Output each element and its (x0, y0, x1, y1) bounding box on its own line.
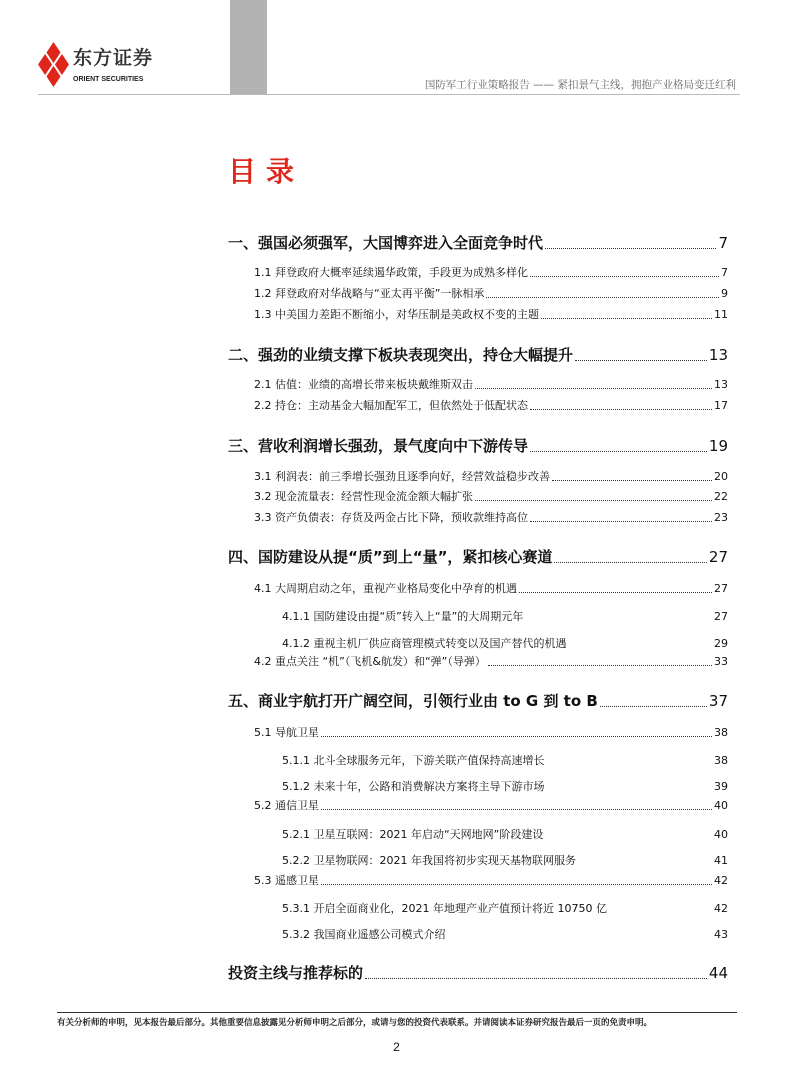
toc-entry-label: 4.2 重点关注 “机”（飞机&航发）和“弹”（导弹） (254, 655, 486, 668)
toc-leader-dots (321, 735, 712, 737)
toc-entry-label: 2.1 估值：业绩的高增长带来板块戴维斯双击 (254, 378, 473, 391)
toc-entry-page: 13 (708, 346, 728, 364)
toc-entry[interactable] (282, 780, 728, 794)
toc-leader-dots (552, 479, 712, 481)
toc-entry-page: 38 (714, 726, 728, 739)
toc-entry-page: 33 (714, 655, 728, 668)
toc-entry[interactable] (282, 928, 728, 942)
toc-leader-dots (475, 387, 712, 389)
toc-leader-dots (475, 499, 712, 501)
toc-entry-label: 三、营收利润增长强劲，景气度向中下游传导 (228, 437, 529, 455)
toc-leader-dots (321, 883, 712, 885)
toc-entry-label: 5.2.1 卫星互联网：2021 年启动“天网地网”阶段建设 (282, 828, 544, 841)
toc-entry[interactable] (254, 582, 728, 596)
toc-entry[interactable] (282, 854, 728, 868)
toc-entry[interactable] (254, 378, 728, 392)
toc-entry-page: 42 (714, 902, 728, 915)
toc-entry[interactable] (228, 437, 728, 455)
toc-entry-label: 五、商业宇航打开广阔空间，引领行业由 to G 到 to B (228, 692, 598, 710)
toc-entry-page: 29 (714, 637, 728, 650)
toc-entry[interactable] (254, 470, 728, 484)
toc-leader-dots (321, 808, 712, 810)
toc-entry-label: 1.2 拜登政府对华战略与“亚太再平衡”一脉相承 (254, 287, 485, 300)
toc-entry-label: 投资主线与推荐标的 (228, 964, 364, 982)
toc-entry-label: 2.2 持仓：主动基金大幅加配军工，但依然处于低配状态 (254, 399, 528, 412)
toc-entry-page: 27 (714, 582, 728, 595)
toc-entry-label: 3.2 现金流量表：经营性现金流金额大幅扩张 (254, 490, 473, 503)
toc-entry-page: 41 (714, 854, 728, 867)
toc-entry[interactable] (282, 637, 728, 651)
toc-entry-page: 39 (714, 780, 728, 793)
toc-entry-label: 5.3.2 我国商业遥感公司模式介绍 (282, 928, 446, 941)
toc-entry-page: 7 (718, 234, 728, 252)
toc-entry[interactable] (282, 828, 728, 842)
toc-entry-page: 37 (708, 692, 728, 710)
toc-entry-page: 38 (714, 754, 728, 767)
orient-logo-icon (38, 42, 69, 87)
toc-leader-dots (519, 591, 712, 593)
toc-entry[interactable] (254, 490, 728, 504)
toc-entry[interactable] (282, 610, 728, 624)
header-gray-bar (230, 0, 267, 95)
toc-entry[interactable] (282, 902, 728, 916)
toc-entry[interactable] (228, 548, 728, 566)
toc-entry-page: 40 (714, 799, 728, 812)
page-number: 2 (393, 1040, 400, 1054)
company-logo (38, 42, 218, 88)
toc-leader-dots (545, 247, 716, 249)
toc-title: 目录 (228, 155, 305, 188)
toc-entry-page: 9 (721, 287, 728, 300)
toc-leader-dots (530, 520, 712, 522)
toc-entry-page: 44 (708, 964, 728, 982)
toc-leader-dots (600, 705, 707, 707)
toc-entry-label: 5.2.2 卫星物联网：2021 年我国将初步实现天基物联网服务 (282, 854, 576, 867)
toc-entry-page: 40 (714, 828, 728, 841)
toc-entry-page: 22 (714, 490, 728, 503)
report-title: 国防军工行业策略报告 —— 紧扣景气主线，拥抱产业格局变迁红利 (424, 79, 736, 91)
toc-entry-label: 5.1.2 未来十年，公路和消费解决方案将主导下游市场 (282, 780, 545, 793)
toc-entry[interactable] (254, 511, 728, 525)
toc-entry-label: 四、国防建设从提“质”到上“量”，紧扣核心赛道 (228, 548, 553, 566)
header-divider (38, 94, 740, 95)
toc-entry-page: 42 (714, 874, 728, 887)
toc-entry-label: 5.3 遥感卫星 (254, 874, 319, 887)
toc-entry-label: 5.1.1 北斗全球服务元年，下游关联产值保持高速增长 (282, 754, 545, 767)
toc-entry[interactable] (254, 874, 728, 888)
toc-entry-label: 1.3 中美国力差距不断缩小，对华压制是美政权不变的主题 (254, 308, 539, 321)
footer-divider (57, 1012, 737, 1013)
toc-entry[interactable] (254, 308, 728, 322)
toc-entry[interactable] (228, 964, 728, 982)
toc-entry-label: 4.1.2 重视主机厂供应商管理模式转变以及国产替代的机遇 (282, 637, 567, 650)
toc-leader-dots (575, 359, 707, 361)
toc-entry-page: 23 (714, 511, 728, 524)
toc-entry[interactable] (282, 754, 728, 768)
toc-entry-label: 4.1 大周期启动之年，重视产业格局变化中孕育的机遇 (254, 582, 517, 595)
toc-entry-label: 一、强国必须强军，大国博弈进入全面竞争时代 (228, 234, 544, 252)
toc-entry-page: 17 (714, 399, 728, 412)
footer-disclaimer: 有关分析师的申明，见本报告最后部分。其他重要信息披露见分析师申明之后部分，或请与您的投资代表联系。并请阅读本证券研究报告最后一页的免责申明。 (57, 1018, 653, 1028)
toc-entry[interactable] (254, 726, 728, 740)
toc-entry[interactable] (254, 799, 728, 813)
logo-english-name: ORIENT SECURITIES (73, 76, 144, 83)
toc-entry-label: 二、强劲的业绩支撑下板块表现突出，持仓大幅提升 (228, 346, 574, 364)
toc-entry[interactable] (254, 266, 728, 280)
toc-leader-dots (488, 664, 712, 666)
toc-leader-dots (530, 408, 712, 410)
toc-entry[interactable] (228, 234, 728, 252)
toc-leader-dots (530, 450, 707, 452)
toc-entry[interactable] (254, 399, 728, 413)
toc-entry-page: 27 (708, 548, 728, 566)
toc-entry[interactable] (228, 692, 728, 710)
toc-entry-label: 1.1 拜登政府大概率延续遏华政策，手段更为成熟多样化 (254, 266, 528, 279)
toc-leader-dots (530, 275, 719, 277)
toc-entry-label: 4.1.1 国防建设由提“质”转入上“量”的大周期元年 (282, 610, 524, 623)
toc-leader-dots (365, 977, 707, 979)
toc-entry[interactable] (254, 655, 728, 669)
logo-chinese-name: 东方证券 (73, 47, 154, 69)
toc-entry-page: 27 (714, 610, 728, 623)
toc-leader-dots (541, 317, 712, 319)
toc-entry[interactable] (254, 287, 728, 301)
toc-entry-page: 7 (721, 266, 728, 279)
toc-leader-dots (486, 296, 719, 298)
toc-entry[interactable] (228, 346, 728, 364)
toc-entry-label: 5.3.1 开启全面商业化，2021 年地理产业产值预计将近 10750 亿 (282, 902, 607, 915)
toc-entry-label: 5.2 通信卫星 (254, 799, 319, 812)
toc-leader-dots (554, 561, 706, 563)
toc-entry-label: 3.1 利润表：前三季增长强劲且逐季向好，经营效益稳步改善 (254, 470, 550, 483)
toc-entry-page: 19 (708, 437, 728, 455)
toc-entry-page: 11 (714, 308, 728, 321)
toc-entry-page: 13 (714, 378, 728, 391)
toc-entry-label: 3.3 资产负债表：存货及两金占比下降，预收款维持高位 (254, 511, 528, 524)
toc-entry-label: 5.1 导航卫星 (254, 726, 319, 739)
toc-entry-page: 20 (714, 470, 728, 483)
toc-entry-page: 43 (714, 928, 728, 941)
